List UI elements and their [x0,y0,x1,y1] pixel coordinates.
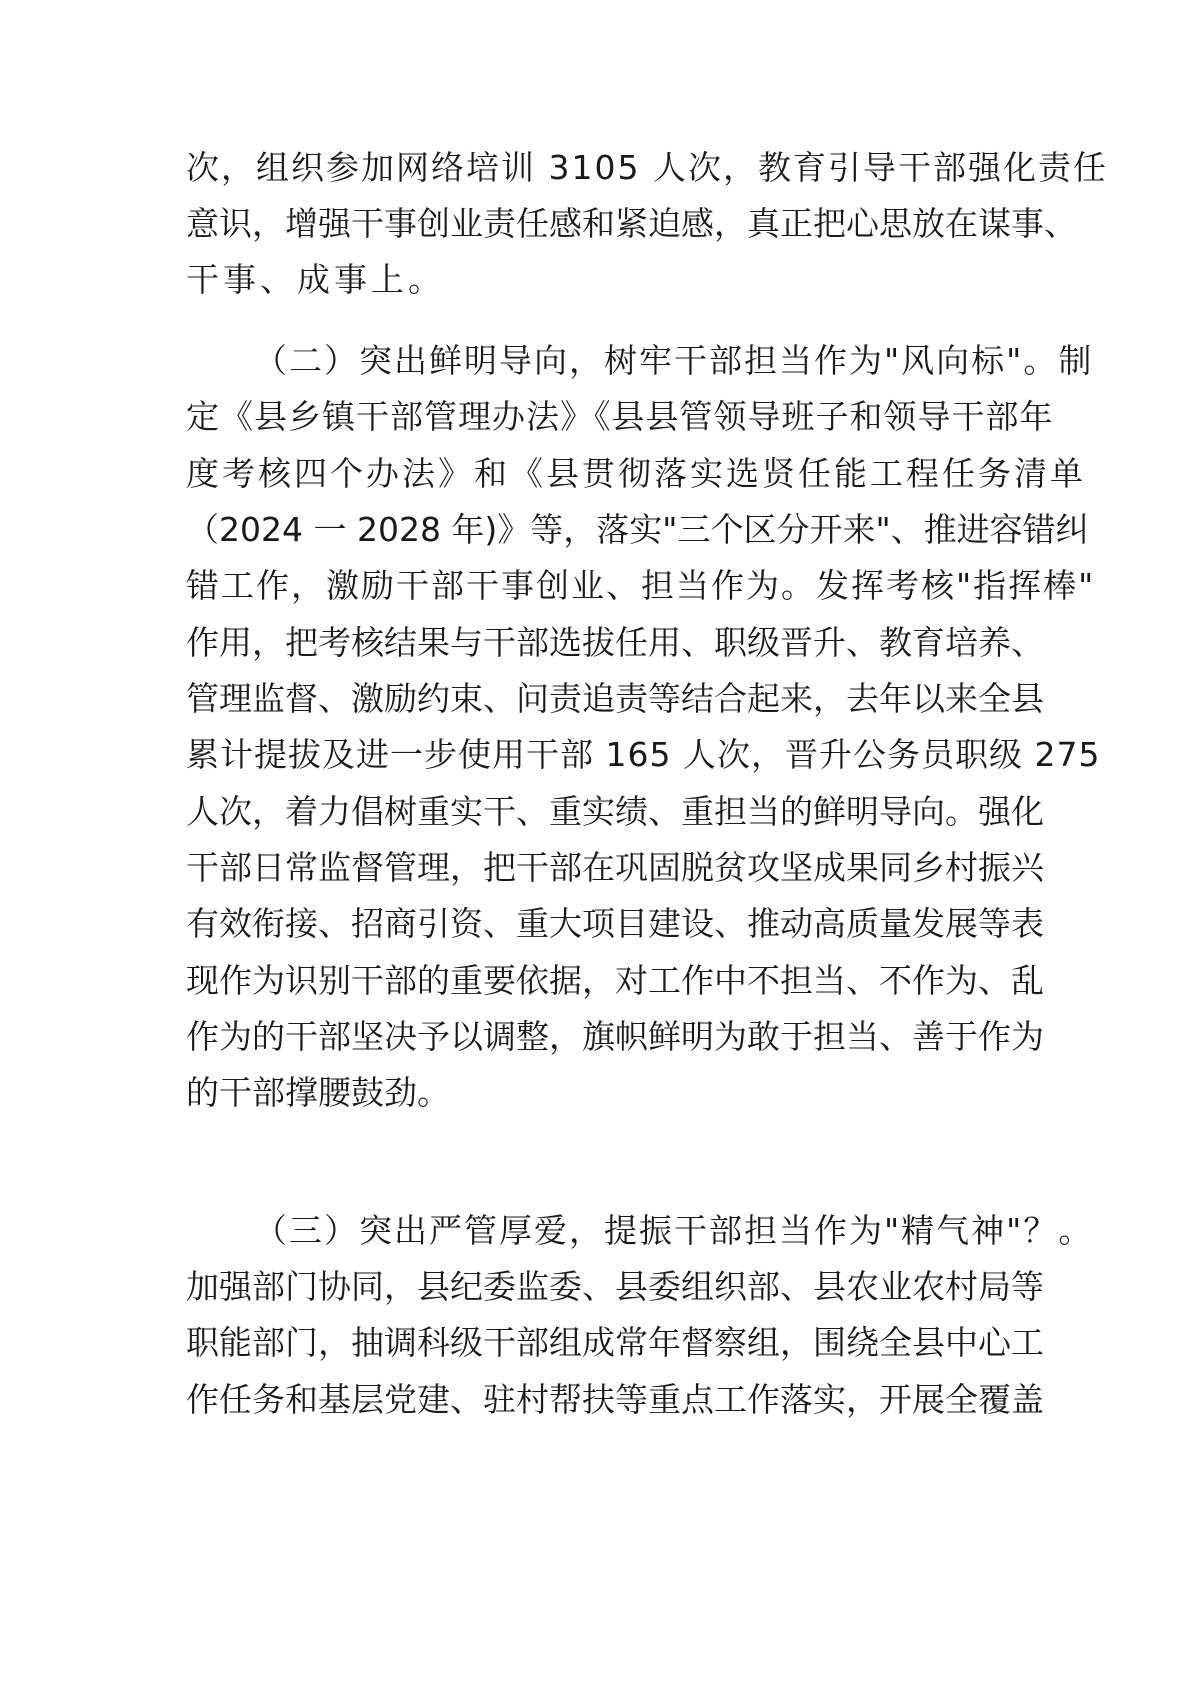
text-line: 加强部门协同，县纪委监委、县委组织部、县农业农村局等 [186,1267,1044,1306]
paragraph-heading-line: （三）突出严管厚爱，提振干部担当作为"精气神"？。 [254,1211,1094,1250]
text-line: 累计提拔及进一步使用干部 165 人次，晋升公务员职级 275 [186,735,1101,774]
text-line [186,1125,1016,1175]
text-line: 次，组织参加网络培训 3105 人次，教育引导干部强化责任 [186,148,1108,187]
text-line: 度考核四个办法》和《县贯彻落实选贤任能工程任务清单 [186,454,1086,493]
text-line: 的干部撑腰鼓劲。 [186,1073,450,1112]
text-line: 干事、成事上。 [186,260,445,299]
text-line: 现作为识别干部的重要依据，对工作中不担当、不作为、乱 [186,961,1044,1000]
text-line: （2024 一 2028 年)》等，落实"三个区分开来"、推进容错纠 [186,510,1089,549]
text-line: 定《县乡镇干部管理办法》《县县管领导班子和领导干部年 [186,397,1054,436]
text-line: 作为的干部坚决予以调整，旗帜鲜明为敢于担当、善于作为 [186,1017,1044,1056]
text-line: 错工作，激励干部干事创业、担当作为。发挥考核"指挥棒" [186,566,1096,605]
text-line: 管理监督、激励约束、问责追责等结合起来，去年以来全县 [186,679,1044,718]
text-line: 作用，把考核结果与干部选拔任用、职级晋升、教育培养、 [186,623,1044,662]
paragraph-heading-line: （二）突出鲜明导向，树牢干部担当作为"风向标"。制 [254,341,1094,380]
text-line: 职能部门，抽调科级干部组成常年督察组，围绕全县中心工 [186,1323,1044,1362]
text-line: 有效衔接、招商引资、重大项目建设、推动高质量发展等表 [186,904,1044,943]
text-line: 意识，增强干事创业责任感和紧迫感，真正把心思放在谋事、 [186,204,1077,243]
text-line: 干部日常监督管理，把干部在巩固脱贫攻坚成果同乡村振兴 [186,848,1044,887]
text-line: 作任务和基层党建、驻村帮扶等重点工作落实，开展全覆盖 [186,1380,1044,1419]
text-line: 人次，着力倡树重实干、重实绩、重担当的鲜明导向。强化 [186,792,1044,831]
